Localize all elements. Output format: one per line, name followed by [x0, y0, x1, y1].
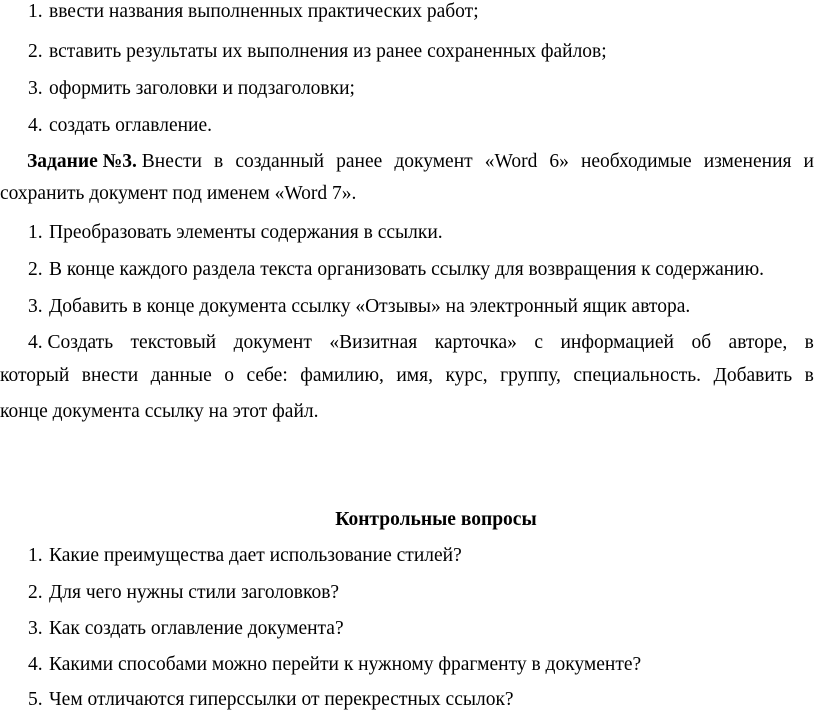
task3-label: Задание №3.	[27, 151, 137, 172]
item4-lead	[0, 331, 113, 355]
word: текстовый	[130, 332, 217, 353]
word: который	[0, 365, 70, 386]
word: ранее	[336, 151, 383, 172]
word: в	[804, 332, 814, 353]
word: карточка»	[434, 332, 517, 353]
list-text: Добавить в конце документа ссылку «Отзывы» на электронный ящик автора.	[49, 296, 691, 317]
word: имя,	[396, 365, 433, 386]
list-text: вставить результаты их выполнения из ранее сохраненных файлов;	[49, 41, 607, 62]
list-number: 1.	[28, 222, 43, 243]
paragraph-text: конце документа ссылку на этот файл.	[0, 401, 319, 422]
list-text: Чем отличаются гиперссылки от перекрестных ссылок?	[49, 689, 514, 710]
list-text: Как создать оглавление документа?	[49, 618, 344, 639]
list-number: 4.	[28, 654, 43, 675]
section-heading: Контрольные вопросы	[335, 509, 537, 530]
item4-line1	[0, 331, 814, 355]
word: документ	[233, 332, 312, 353]
word: фамилию,	[300, 365, 384, 386]
word: об	[691, 332, 712, 353]
word: специальность.	[573, 365, 702, 386]
task3-line2	[0, 182, 356, 206]
word: данные	[150, 365, 212, 386]
list-text: Преобразовать элементы содержания в ссылки.	[49, 222, 443, 243]
list-number: 4.	[28, 332, 43, 353]
list-text: Какими способами можно перейти к нужному фрагменту в документе?	[49, 654, 642, 675]
paragraph-text: сохранить документ под именем «Word 7».	[0, 183, 357, 204]
word: необходимые	[580, 151, 692, 172]
word: «Визитная	[329, 332, 418, 353]
word: и	[803, 151, 814, 172]
word: документ	[394, 151, 473, 172]
word: с	[534, 332, 544, 353]
word: 6»	[549, 151, 569, 172]
list-number: 1.	[28, 545, 43, 566]
list-number: 3.	[28, 618, 43, 639]
list-text: Какие преимущества дает использование стилей?	[49, 545, 462, 566]
word: Добавить	[713, 365, 793, 386]
item4-line2	[0, 364, 814, 388]
word: Внести	[141, 151, 202, 172]
list-text: В конце каждого раздела текста организовать ссылку для возвращения к содержанию.	[49, 259, 765, 280]
list-text: оформить заголовки и подзаголовки;	[49, 78, 355, 99]
word: созданный	[235, 151, 325, 172]
list-number: 2.	[28, 41, 43, 62]
list-number: 3.	[28, 296, 43, 317]
task3-line1	[0, 150, 814, 174]
word: «Word	[484, 151, 538, 172]
word: себе:	[246, 365, 288, 386]
word: в	[804, 365, 814, 386]
list-number: 5.	[28, 689, 43, 710]
list-number: 2.	[28, 259, 43, 280]
word: о	[224, 365, 235, 386]
list-number: 2.	[28, 582, 43, 603]
list-number: 1.	[28, 1, 43, 22]
word: группу,	[500, 365, 561, 386]
word: в	[214, 151, 224, 172]
word: внести	[81, 365, 139, 386]
list-text: Для чего нужны стили заголовков?	[49, 582, 340, 603]
word: Создать	[47, 332, 114, 353]
item4-line3	[0, 400, 319, 424]
word: информацией	[560, 332, 674, 353]
list-text: создать оглавление.	[49, 115, 212, 136]
list-number: 3.	[28, 78, 43, 99]
list-number: 4.	[28, 115, 43, 136]
word: курс,	[445, 365, 488, 386]
word: авторе,	[728, 332, 788, 353]
list-text: ввести названия выполненных практических работ;	[49, 1, 479, 22]
word: изменения	[703, 151, 792, 172]
task3-lead	[0, 150, 202, 174]
